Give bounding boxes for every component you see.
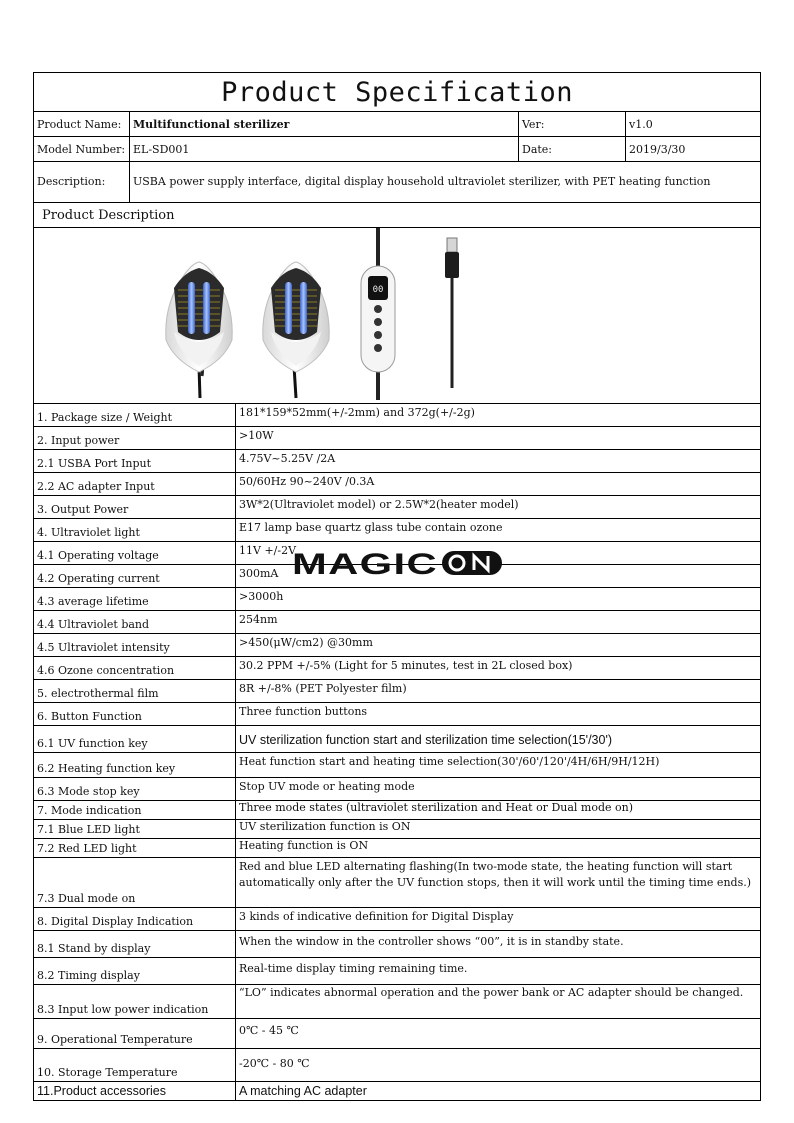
- spec-label-4-2: 4.2 Operating current: [34, 565, 236, 588]
- usb-plug: [445, 238, 459, 388]
- spec-value-8-1: When the window in the controller shows “00”, it is in standby state.: [236, 931, 761, 958]
- date-value: 2019/3/30: [626, 137, 761, 162]
- spec-label-3: 3. Output Power: [34, 496, 236, 519]
- spec-value-6-3: Stop UV mode or heating mode: [236, 778, 761, 801]
- spec-label-5: 5. electrothermal film: [34, 680, 236, 703]
- spec-label-8-1: 8.1 Stand by display: [34, 931, 236, 958]
- watermark-text: MAGIC: [292, 548, 438, 578]
- controller-remote: [361, 228, 395, 400]
- spec-label-4-3: 4.3 average lifetime: [34, 588, 236, 611]
- spec-label-4: 4. Ultraviolet light: [34, 519, 236, 542]
- spec-label-11: 11.Product accessories: [34, 1082, 236, 1101]
- date-label: Date:: [519, 137, 626, 162]
- spec-value-8-2: Real-time display timing remaining time.: [236, 958, 761, 985]
- spec-value-3: 3W*2(Ultraviolet model) or 2.5W*2(heater model): [236, 496, 761, 519]
- spec-value-7-2: Heating function is ON: [236, 839, 761, 858]
- description-value: USBA power supply interface, digital display household ultraviolet sterilizer, with PET heating function: [130, 162, 761, 203]
- spec-label-6-3: 6.3 Mode stop key: [34, 778, 236, 801]
- spec-value-4: E17 lamp base quartz glass tube contain ozone: [236, 519, 761, 542]
- spec-table: [33, 72, 761, 1101]
- spec-value-6: Three function buttons: [236, 703, 761, 726]
- spec-value-10: -20℃ - 80 ℃: [236, 1049, 761, 1082]
- sterilizer-unit-left: [166, 262, 232, 398]
- spec-label-6-1: 6.1 UV function key: [34, 726, 236, 753]
- spec-value-4-2: 300mA: [236, 565, 761, 588]
- product-name-value: Multifunctional sterilizer: [130, 112, 519, 137]
- ver-label: Ver:: [519, 112, 626, 137]
- spec-label-7-2: 7.2 Red LED light: [34, 839, 236, 858]
- spec-label-10: 10. Storage Temperature: [34, 1049, 236, 1082]
- spec-value-7-3: Red and blue LED alternating flashing(In two-mode state, the heating function will start automatically only after the UV function stops, then it will work until the timing time ends.): [236, 858, 761, 908]
- spec-value-1: 181*159*52mm(+/-2mm) and 372g(+/-2g): [236, 404, 761, 427]
- spec-label-4-5: 4.5 Ultraviolet intensity: [34, 634, 236, 657]
- product-name-label: Product Name:: [34, 112, 130, 137]
- magicon-watermark-logo: [292, 548, 504, 578]
- spec-value-11: A matching AC adapter: [236, 1082, 761, 1101]
- page-title: Product Specification: [34, 73, 761, 112]
- spec-value-4-5: >450(μW/cm2) @30mm: [236, 634, 761, 657]
- product-image-area: [34, 228, 761, 404]
- spec-value-4-1: 11V +/-2V: [236, 542, 761, 565]
- spec-value-2-2: 50/60Hz 90~240V /0.3A: [236, 473, 761, 496]
- spec-label-2-1: 2.1 USBA Port Input: [34, 450, 236, 473]
- controller-display-readout: 00: [372, 285, 384, 295]
- spec-value-6-1: UV sterilization function start and sterilization time selection(15'/30'): [236, 726, 761, 753]
- spec-value-4-6: 30.2 PPM +/-5% (Light for 5 minutes, test in 2L closed box): [236, 657, 761, 680]
- spec-label-1: 1. Package size / Weight: [34, 404, 236, 427]
- spec-value-7: Three mode states (ultraviolet sterilization and Heat or Dual mode on): [236, 801, 761, 820]
- spec-label-2-2: 2.2 AC adapter Input: [34, 473, 236, 496]
- spec-value-8: 3 kinds of indicative definition for Digital Display: [236, 908, 761, 931]
- ver-value: v1.0: [626, 112, 761, 137]
- spec-value-6-2: Heat function start and heating time selection(30'/60'/120'/4H/6H/9H/12H): [236, 753, 761, 778]
- spec-label-8: 8. Digital Display Indication: [34, 908, 236, 931]
- spec-label-4-6: 4.6 Ozone concentration: [34, 657, 236, 680]
- spec-value-8-3: “LO” indicates abnormal operation and the power bank or AC adapter should be changed.: [236, 985, 761, 1019]
- spec-label-4-1: 4.1 Operating voltage: [34, 542, 236, 565]
- spec-value-9: 0℃ - 45 ℃: [236, 1019, 761, 1049]
- sterilizer-unit-right: [263, 262, 329, 398]
- spec-label-2: 2. Input power: [34, 427, 236, 450]
- spec-label-7-3: 7.3 Dual mode on: [34, 858, 236, 908]
- spec-value-5: 8R +/-8% (PET Polyester film): [236, 680, 761, 703]
- product-illustration: [34, 228, 759, 400]
- spec-label-6: 6. Button Function: [34, 703, 236, 726]
- spec-label-6-2: 6.2 Heating function key: [34, 753, 236, 778]
- spec-value-4-4: 254nm: [236, 611, 761, 634]
- spec-value-2: >10W: [236, 427, 761, 450]
- spec-value-4-3: >3000h: [236, 588, 761, 611]
- spec-label-7-1: 7.1 Blue LED light: [34, 820, 236, 839]
- spec-value-7-1: UV sterilization function is ON: [236, 820, 761, 839]
- spec-label-4-4: 4.4 Ultraviolet band: [34, 611, 236, 634]
- product-description-heading: Product Description: [34, 203, 761, 228]
- description-label: Description:: [34, 162, 130, 203]
- spec-sheet: [33, 72, 760, 1101]
- model-number-value: EL-SD001: [130, 137, 519, 162]
- spec-label-8-3: 8.3 Input low power indication: [34, 985, 236, 1019]
- spec-label-7: 7. Mode indication: [34, 801, 236, 820]
- spec-label-8-2: 8.2 Timing display: [34, 958, 236, 985]
- spec-label-9: 9. Operational Temperature: [34, 1019, 236, 1049]
- model-number-label: Model Number:: [34, 137, 130, 162]
- spec-value-2-1: 4.75V~5.25V /2A: [236, 450, 761, 473]
